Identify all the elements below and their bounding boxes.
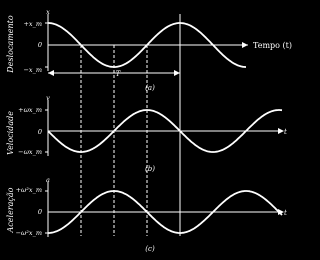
panel-a	[6, 8, 292, 92]
panel-a-caption: (a)	[145, 84, 155, 92]
panel-a-ytick-zero: 0	[37, 41, 42, 49]
time-axis-arrow	[242, 42, 248, 48]
panel-a-ytick-top: +x_m	[23, 20, 42, 28]
panel-c-caption: (c)	[145, 245, 155, 253]
panel-a-ylabel: Deslocamento	[6, 15, 15, 73]
panel-c-axis-symbol: a	[46, 176, 50, 184]
panel-a-ytick-bottom: −x_m	[23, 66, 42, 74]
period-arrow-left-head	[48, 70, 54, 76]
panel-c-ytick-bottom: −ω²x_m	[15, 229, 42, 237]
panel-c-xlabel: t	[284, 209, 287, 217]
panel-b-ytick-zero: 0	[37, 128, 42, 136]
panel-a-period-label: T	[115, 70, 121, 78]
panel-b-ytick-top: +ωx_m	[18, 106, 42, 114]
panel-b-ylabel: Velocidade	[6, 111, 15, 155]
panel-b-ytick-bottom: −ωx_m	[18, 148, 42, 156]
panel-a-axis-symbol: x	[46, 8, 50, 16]
panel-a-xlabel: Tempo (t)	[253, 41, 292, 50]
panel-b-caption: (b)	[145, 165, 155, 173]
period-arrow-right-head	[174, 70, 180, 76]
panel-b-xlabel: t	[284, 128, 287, 136]
panel-b-axis-symbol: v	[46, 94, 50, 102]
panel-c-ytick-top: +ω²x_m	[15, 186, 42, 194]
panel-c-ylabel: Aceleração	[6, 187, 15, 233]
chart-marks	[45, 14, 284, 237]
panel-c-ytick-zero: 0	[37, 208, 42, 216]
